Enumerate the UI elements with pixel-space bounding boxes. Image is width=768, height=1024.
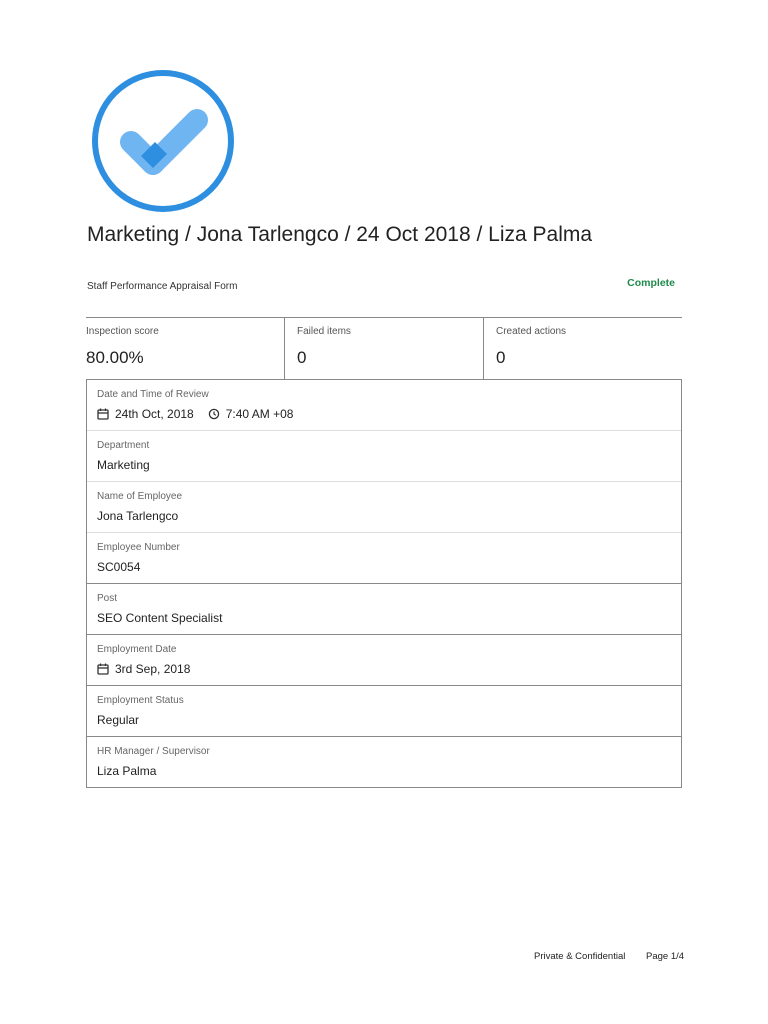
field-value: Regular <box>97 713 140 727</box>
summary-label: Inspection score <box>86 326 159 337</box>
form-subtitle: Staff Performance Appraisal Form <box>87 281 238 292</box>
summary-failed-items <box>285 318 484 380</box>
field-label: Employee Number <box>97 542 180 553</box>
summary-inspection-score <box>86 318 285 380</box>
summary-value: 80.00% <box>86 348 144 367</box>
field-label: Name of Employee <box>97 491 183 502</box>
calendar-icon <box>97 663 109 675</box>
summary-value: 0 <box>297 348 307 367</box>
status-badge: Complete <box>627 277 675 289</box>
field-label: Department <box>97 440 150 451</box>
field-value: Marketing <box>97 458 150 472</box>
field-value <box>97 662 190 676</box>
field-employment-date <box>87 635 681 686</box>
summary-created-actions <box>484 318 682 380</box>
clock-icon <box>208 408 220 420</box>
field-label: Post <box>97 593 118 604</box>
field-value: SEO Content Specialist <box>97 611 223 625</box>
page-title: Marketing / Jona Tarlengco / 24 Oct 2018 / Liza Palma <box>87 223 593 246</box>
field-label: Employment Date <box>97 644 177 655</box>
review-time: 7:40 AM +08 <box>225 407 294 421</box>
employment-date-value: 3rd Sep, 2018 <box>115 662 191 676</box>
review-date: 24th Oct, 2018 <box>115 407 194 421</box>
field-employment-status <box>87 686 681 737</box>
field-hr-manager <box>87 737 681 787</box>
summary-value: 0 <box>496 348 506 367</box>
checkmark-circle-icon <box>89 70 237 212</box>
footer-page-number: Page 1/4 <box>646 951 685 962</box>
field-label: Date and Time of Review <box>97 389 209 400</box>
field-label: Employment Status <box>97 695 184 706</box>
field-employee-name <box>87 482 681 533</box>
field-value: Liza Palma <box>97 764 157 778</box>
fields-table <box>86 379 682 788</box>
summary-label: Failed items <box>297 326 351 337</box>
field-value: SC0054 <box>97 560 141 574</box>
field-employee-number <box>87 533 681 584</box>
field-value: Jona Tarlengco <box>97 509 179 523</box>
summary-bar <box>86 317 682 380</box>
field-value <box>97 407 293 421</box>
field-department <box>87 431 681 482</box>
field-post <box>87 584 681 635</box>
field-review-datetime <box>87 380 681 431</box>
field-label: HR Manager / Supervisor <box>97 746 210 757</box>
footer-confidential: Private & Confidential <box>534 951 626 962</box>
calendar-icon <box>97 408 109 420</box>
summary-label: Created actions <box>496 326 567 337</box>
